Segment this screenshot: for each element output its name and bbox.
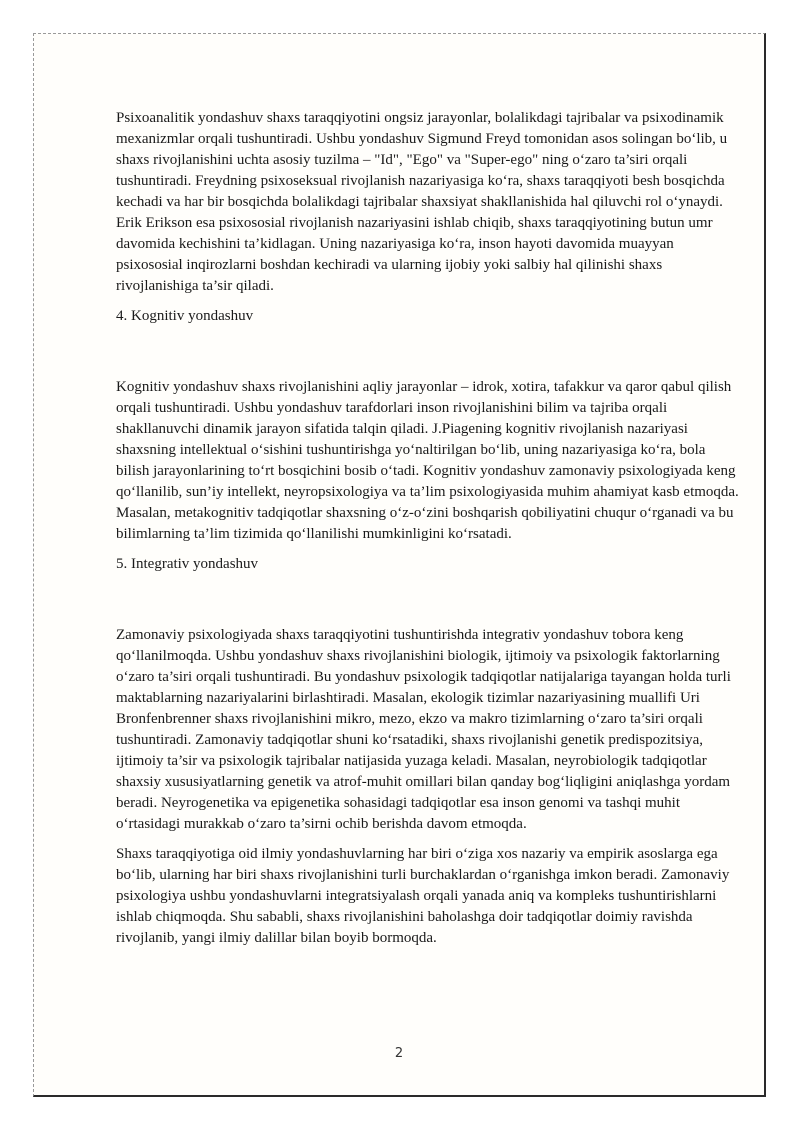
section-heading-integrative: 5. Integrativ yondashuv xyxy=(116,556,259,572)
document-page xyxy=(33,33,766,1097)
page-number: 2 xyxy=(394,1046,404,1061)
section-heading-cognitive: 4. Kognitiv yondashuv xyxy=(116,308,254,324)
paragraph-conclusion: Shaxs taraqqiyotiga oid ilmiy yondashuvlarning har biri o‘ziga xos nazariy va empirik asoslarga ega bo‘lib, ularning har biri shaxs rivojlanishini turli burchaklardan o‘rganishga imkon beradi. Zamonaviy psixologiya ushbu yondashuvlarni integratsiyalash orqali yanada aniq va kompleks tushuntirishlarni ishlab chiqmoqda. Shu sababli, shaxs rivojlanishini baholashga doir tadqiqotlar doimiy ravishda rivojlanib, yangi ilmiy dalillar bilan boyib bormoqda. xyxy=(116,846,730,946)
page-body xyxy=(116,108,740,958)
paragraph-cognitive: Kognitiv yondashuv shaxs rivojlanishini aqliy jarayonlar – idrok, xotira, tafakkur va qaror qabul qilish orqali tushuntiradi. Ushbu yondashuv tarafdorlari inson rivojlanishini bilim va tajriba orqali shakllanuvchi dinamik jarayon sifatida talqin qiladi. J.Piagening kognitiv rivojlanish nazariyasi shaxsning intellektual o‘sishini tushuntirishga yo‘naltirilgan bo‘lib, uning nazariyasiga ko‘ra, bola bilish jarayonlarining to‘rt bosqichini bosib o‘tadi. Kognitiv yondashuv zamonaviy psixologiyada keng qo‘llanilib, sun’iy intellekt, neyropsixologiya va ta’lim psixologiyasida muhim ahamiyat kasb etmoqda. Masalan, metakognitiv tadqiqotlar shaxsning o‘z-o‘zini boshqarish qobiliyatini chuqur o‘rganadi va bu bilimlarning ta’lim tizimida qo‘llanilishi mumkinligini ko‘rsatadi. xyxy=(116,379,739,542)
paragraph-psychoanalytic: Psixoanalitik yondashuv shaxs taraqqiyotini ongsiz jarayonlar, bolalikdagi tajribalar va psixodinamik mexanizmlar orqali tushuntiradi. Ushbu yondashuv Sigmund Freyd tomonidan asos solingan bo‘lib, u shaxs rivojlanishini uchta asosiy tuzilma – "Id", "Ego" va "Super-ego" ning o‘zaro ta’siri orqali tushuntiradi. Freydning psixoseksual rivojlanish nazariyasiga ko‘ra, shaxs taraqqiyoti besh bosqichda kechadi va har bir bosqichda bolalikdagi tajribalar shaxsiyat shakllanishida hal qiluvchi rol o‘ynaydi. Erik Erikson esa psixososial rivojlanish nazariyasini ishlab chiqib, shaxs taraqqiyotining butun umr davomida kechishini ta’kidlagan. Uning nazariyasiga ko‘ra, inson hayoti davomida muayyan psixososial inqirozlarni boshdan kechiradi va ularning ijobiy yoki salbiy hal qilinishi shaxs rivojlanishiga ta’sir qiladi. xyxy=(116,110,728,294)
section-spacer xyxy=(116,327,740,377)
section-spacer xyxy=(116,575,740,625)
paragraph-integrative: Zamonaviy psixologiyada shaxs taraqqiyotini tushuntirishda integrativ yondashuv tobora keng qo‘llanilmoqda. Ushbu yondashuv shaxs rivojlanishini biologik, ijtimoiy va psixologik faktorlarning o‘zaro ta’siri orqali tushuntiradi. Bu yondashuv psixologik tadqiqotlar natijalariga tayangan holda turli maktablarning nazariyalarini birlashtiradi. Masalan, ekologik tizimlar nazariyasining muallifi Uri Bronfenbrenner shaxs rivojlanishini mikro, mezo, ekzo va makro tizimlarning o‘zaro ta’siri orqali tushuntiradi. Zamonaviy tadqiqotlar shuni ko‘rsatadiki, shaxs rivojlanishi genetik predispozitsiya, ijtimoiy ta’sir va psixologik tajribalar natijasida yuzaga keladi. Masalan, neyrobiologik tadqiqotlar shaxsiy xususiyatlarning genetik va atrof-muhit omillari bilan qanday bog‘liqligini aniqlashga yordam beradi. Neyrogenetika va epigenetika sohasidagi tadqiqotlar esa inson genomi va tashqi muhit o‘rtasidagi murakkab o‘zaro ta’sirni ochib berishda davom etmoqda. xyxy=(116,627,731,832)
